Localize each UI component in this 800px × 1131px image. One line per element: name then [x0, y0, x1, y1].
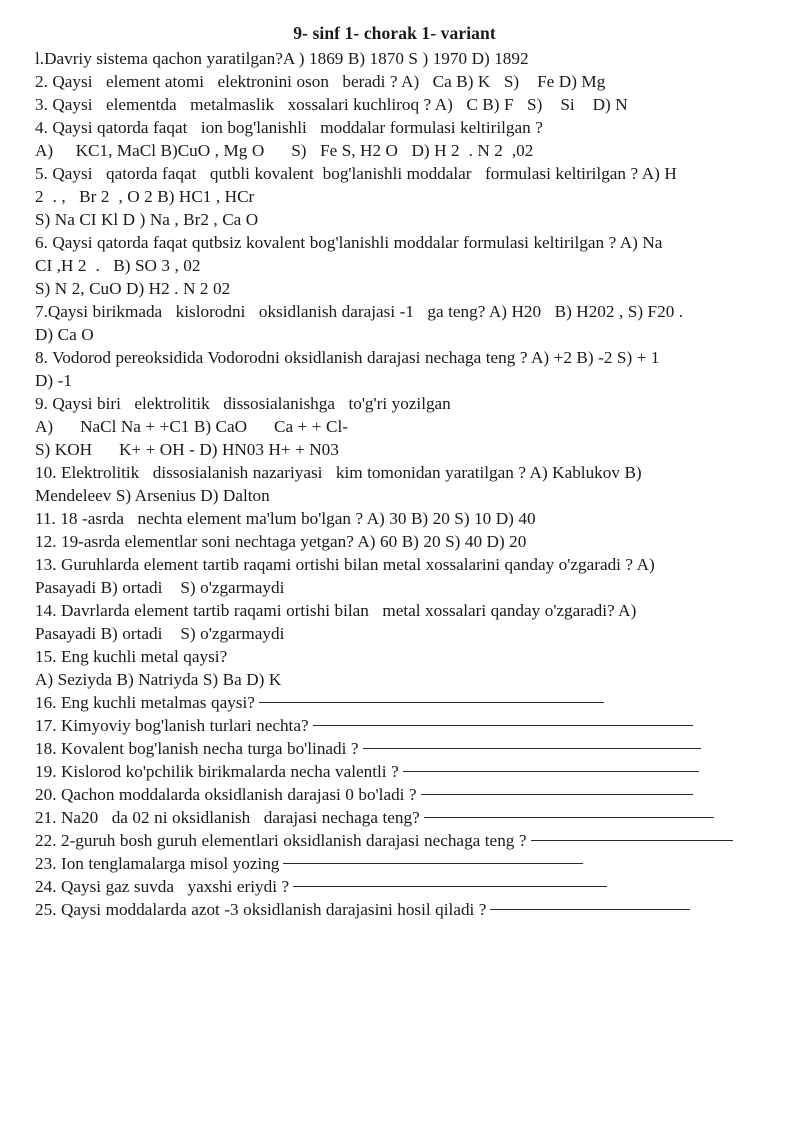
- question-line: [35, 323, 772, 346]
- answer-blank-line[interactable]: [313, 725, 693, 726]
- question-line: [35, 277, 772, 300]
- question-line: [35, 392, 772, 415]
- question-line: [35, 484, 772, 507]
- question-text: Mendeleev S) Arsenius D) Dalton: [35, 486, 270, 505]
- question-line: [35, 599, 772, 622]
- question-text: 11. 18 -asrda nechta element ma'lum bo'lgan ? A) 30 B) 20 S) 10 D) 40: [35, 509, 536, 528]
- question-line: [35, 622, 772, 645]
- question-text: 8. Vodorod pereoksidida Vodorodni oksidlanish darajasi nechaga teng ? A) +2 B) -2 S) + 1: [35, 348, 660, 367]
- answer-blank-line[interactable]: [490, 909, 690, 910]
- question-text: 21. Na20 da 02 ni oksidlanish darajasi nechaga teng?: [35, 808, 420, 827]
- question-line: [35, 231, 772, 254]
- question-text: CI ,H 2 . B) SO 3 , 02: [35, 256, 201, 275]
- question-line: [35, 208, 772, 231]
- question-text: 20. Qachon moddalarda oksidlanish darajasi 0 bo'ladi ?: [35, 785, 417, 804]
- question-text: 14. Davrlarda element tartib raqami ortishi bilan metal xossalari qanday o'zgaradi? A): [35, 601, 637, 620]
- question-text: 6. Qaysi qatorda faqat qutbsiz kovalent bog'lanishli moddalar formulasi keltirilgan ? A) Na: [35, 233, 663, 252]
- question-line: [35, 714, 772, 737]
- question-text: S) Na CI Kl D ) Na , Br2 , Ca O: [35, 210, 259, 229]
- question-line: [35, 162, 772, 185]
- question-line: [35, 93, 772, 116]
- question-line: [35, 461, 772, 484]
- question-text: 24. Qaysi gaz suvda yaxshi eriydi ?: [35, 877, 290, 896]
- answer-blank-line[interactable]: [531, 840, 733, 841]
- question-text: 7.Qaysi birikmada kislorodni oksidlanish darajasi -1 ga teng? A) H20 B) H202 , S) F20 .: [35, 302, 684, 321]
- question-line: [35, 507, 772, 530]
- question-text: Pasayadi B) ortadi S) o'zgarmaydi: [35, 578, 285, 597]
- question-text: S) KOH K+ + OH - D) HN03 H+ + N03: [35, 440, 339, 459]
- question-text: 19. Kislorod ko'pchilik birikmalarda necha valentli ?: [35, 762, 399, 781]
- question-line: [35, 139, 772, 162]
- question-line: [35, 829, 772, 852]
- question-text: 4. Qaysi qatorda faqat ion bog'lanishli moddalar formulasi keltirilgan ?: [35, 118, 543, 137]
- question-line: [35, 369, 772, 392]
- question-line: [35, 783, 772, 806]
- question-text: 13. Guruhlarda element tartib raqami ortishi bilan metal xossalarini qanday o'zgaradi ? A): [35, 555, 655, 574]
- question-line: [35, 300, 772, 323]
- answer-blank-line[interactable]: [259, 702, 604, 703]
- question-text: 5. Qaysi qatorda faqat qutbli kovalent bog'lanishli moddalar formulasi keltirilgan ? A) H: [35, 164, 677, 183]
- question-text: 15. Eng kuchli metal qaysi?: [35, 647, 228, 666]
- question-line: [35, 898, 772, 921]
- question-text: A) NaCl Na + +C1 B) CaO Ca + + Cl-: [35, 417, 348, 436]
- question-list: [35, 47, 772, 921]
- question-text: Pasayadi B) ortadi S) o'zgarmaydi: [35, 624, 285, 643]
- question-text: 10. Elektrolitik dissosialanish nazariyasi kim tomonidan yaratilgan ? A) Kablukov B): [35, 463, 642, 482]
- question-text: 16. Eng kuchli metalmas qaysi?: [35, 693, 255, 712]
- question-text: 2. Qaysi element atomi elektronini oson beradi ? A) Ca B) K S) Fe D) Mg: [35, 72, 606, 91]
- question-text: 22. 2-guruh bosh guruh elementlari oksidlanish darajasi nechaga teng ?: [35, 831, 527, 850]
- question-line: [35, 737, 772, 760]
- question-text: D) Ca O: [35, 325, 94, 344]
- question-text: 18. Kovalent bog'lanish necha turga bo'linadi ?: [35, 739, 359, 758]
- question-line: [35, 346, 772, 369]
- question-text: S) N 2, CuO D) H2 . N 2 02: [35, 279, 231, 298]
- answer-blank-line[interactable]: [363, 748, 701, 749]
- question-text: A) Seziyda B) Natriyda S) Ba D) K: [35, 670, 282, 689]
- question-text: 2 . , Br 2 , O 2 B) HC1 , HCr: [35, 187, 255, 206]
- question-line: [35, 852, 772, 875]
- page-title: 9- sinf 1- chorak 1- variant: [293, 23, 496, 43]
- question-line: [35, 415, 772, 438]
- question-line: [35, 438, 772, 461]
- question-line: [35, 530, 772, 553]
- answer-blank-line[interactable]: [293, 886, 607, 887]
- question-line: [35, 185, 772, 208]
- question-text: 12. 19-asrda elementlar soni nechtaga yetgan? A) 60 B) 20 S) 40 D) 20: [35, 532, 527, 551]
- question-text: l.Davriy sistema qachon yaratilgan?A ) 1869 B) 1870 S ) 1970 D) 1892: [35, 49, 529, 68]
- question-line: [35, 116, 772, 139]
- question-line: [35, 875, 772, 898]
- question-line: [35, 576, 772, 599]
- question-text: 17. Kimyoviy bog'lanish turlari nechta?: [35, 716, 309, 735]
- question-text: 9. Qaysi biri elektrolitik dissosialanishga to'g'ri yozilgan: [35, 394, 451, 413]
- question-line: [35, 645, 772, 668]
- question-line: [35, 691, 772, 714]
- question-text: A) KC1, MaCl B)CuO , Mg O S) Fe S, H2 O D) H 2 . N 2 ,02: [35, 141, 534, 160]
- question-line: [35, 760, 772, 783]
- answer-blank-line[interactable]: [424, 817, 714, 818]
- question-text: D) -1: [35, 371, 72, 390]
- question-line: [35, 254, 772, 277]
- question-line: [35, 806, 772, 829]
- question-line: [35, 70, 772, 93]
- question-line: [35, 47, 772, 70]
- question-text: 3. Qaysi elementda metalmaslik xossalari kuchliroq ? A) C B) F S) Si D) N: [35, 95, 628, 114]
- question-text: 23. Ion tenglamalarga misol yozing: [35, 854, 280, 873]
- answer-blank-line[interactable]: [403, 771, 699, 772]
- answer-blank-line[interactable]: [283, 863, 583, 864]
- answer-blank-line[interactable]: [421, 794, 693, 795]
- question-line: [35, 553, 772, 576]
- question-text: 25. Qaysi moddalarda azot -3 oksidlanish darajasini hosil qiladi ?: [35, 900, 487, 919]
- question-line: [35, 668, 772, 691]
